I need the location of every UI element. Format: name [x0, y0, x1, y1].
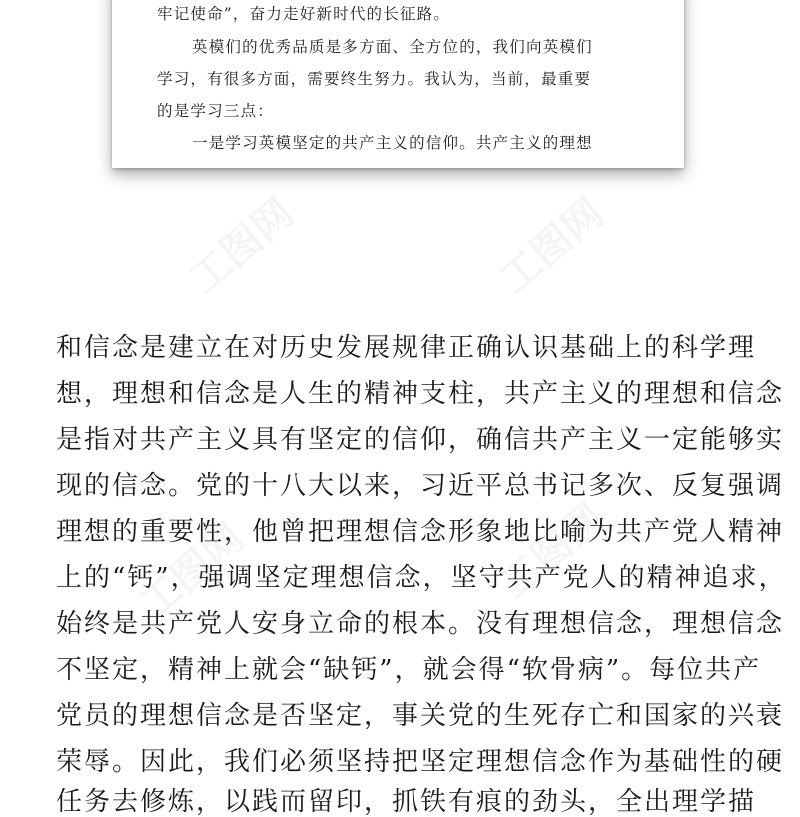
- card-text-line: 一是学习英模坚定的共产主义的信仰。共产主义的理想: [192, 134, 593, 152]
- body-text-line: 上的“钙”，强调坚定理想信念，坚守共产党人的精神追求，: [56, 563, 787, 593]
- card-text-line: 牢记使命”，奋力走好新时代的长征路。: [157, 5, 451, 23]
- body-text-line: 现的信念。党的十八大以来，习近平总书记多次、反复强调: [56, 471, 785, 501]
- document-page-card: [112, 0, 684, 168]
- card-text-line: 学习，有很多方面，需要终生努力。我认为，当前，最重要: [157, 70, 592, 88]
- card-text-line: 的是学习三点：: [157, 102, 274, 120]
- body-text-line: 荣辱。因此，我们必须坚持把坚定理想信念作为基础性的硬: [56, 747, 785, 777]
- body-text-line: 任务去修炼，以践而留印，抓铁有痕的劲头，全出理学描: [56, 787, 757, 817]
- watermark: [486, 183, 615, 304]
- body-text-line: 理想的重要性，他曾把理想信念形象地比喻为共产党人精神: [56, 517, 785, 547]
- body-text-line: 不坚定，精神上就会“缺钙”，就会得“软骨病”。每位共产: [56, 655, 762, 685]
- body-text-line: 党员的理想信念是否坚定，事关党的生死存亡和国家的兴衰: [56, 701, 785, 731]
- body-text-line: 是指对共产主义具有坚定的信仰，确信共产主义一定能够实: [56, 425, 785, 455]
- body-text-line: 始终是共产党人安身立命的根本。没有理想信念，理想信念: [56, 609, 785, 639]
- watermark: [176, 183, 305, 304]
- card-text-line: 英模们的优秀品质是多方面、全方位的，我们向英模们: [192, 38, 593, 56]
- body-text-line: 想，理想和信念是人生的精神支柱，共产主义的理想和信念: [56, 379, 785, 409]
- body-text-line: 和信念是建立在对历史发展规律正确认识基础上的科学理: [56, 333, 757, 363]
